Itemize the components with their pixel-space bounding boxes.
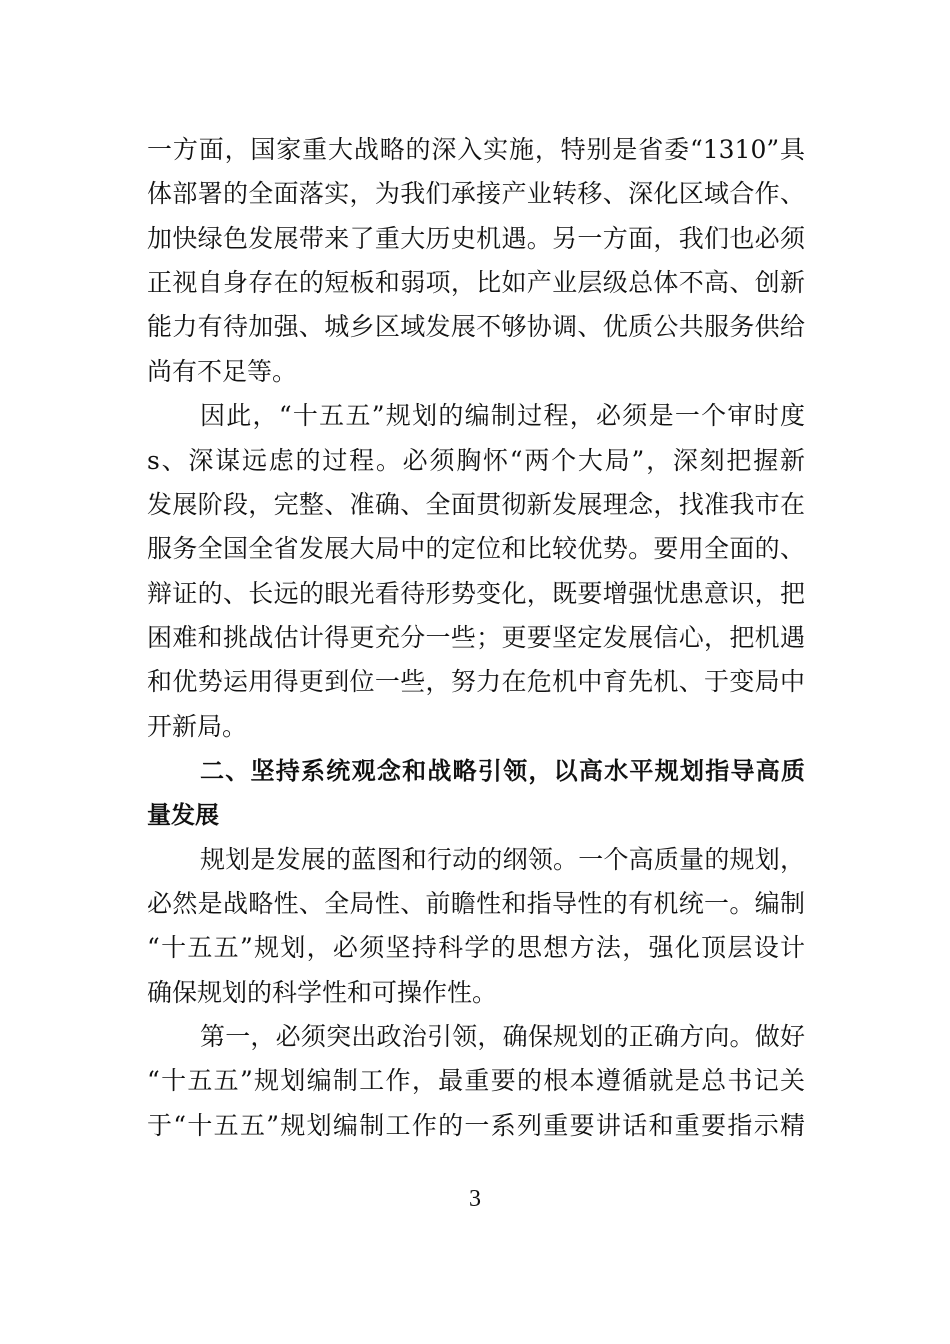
body-text-line: 和优势运用得更到位一些，努力在危机中育先机、于变局中	[147, 667, 805, 696]
body-text-line: 规划是发展的蓝图和行动的纲领。一个高质量的规划，	[200, 845, 805, 874]
body-text-line: “十五五”规划，必须坚持科学的思想方法，强化顶层设计	[147, 933, 805, 962]
section-heading-line: 量发展	[147, 801, 219, 829]
body-text-line: 因此，“十五五”规划的编制过程，必须是一个审时度	[200, 401, 805, 430]
body-text-line: 一方面，国家重大战略的深入实施，特别是省委“1310”具	[147, 135, 805, 164]
body-text-line: 确保规划的科学性和可操作性。	[147, 978, 498, 1007]
body-text-line: 开新局。	[147, 712, 248, 741]
page-number: 3	[469, 1186, 481, 1212]
body-text-line: s、深谋远虑的过程。必须胸怀“两个大局”，深刻把握新	[147, 446, 805, 475]
body-text-line: 辩证的、长远的眼光看待形势变化，既要增强忧患意识，把	[147, 579, 805, 608]
section-heading-line: 二、坚持系统观念和战略引领，以高水平规划指导高质	[200, 757, 805, 785]
body-text-line: 体部署的全面落实，为我们承接产业转移、深化区域合作、	[147, 179, 805, 208]
body-text-line: 加快绿色发展带来了重大历史机遇。另一方面，我们也必须	[147, 224, 805, 253]
body-text-line: 正视自身存在的短板和弱项，比如产业层级总体不高、创新	[147, 268, 805, 297]
body-text-line: “十五五”规划编制工作，最重要的根本遵循就是总书记关	[147, 1066, 805, 1095]
body-text-line: 服务全国全省发展大局中的定位和比较优势。要用全面的、	[147, 534, 805, 563]
body-text-line: 必然是战略性、全局性、前瞻性和指导性的有机统一。编制	[147, 889, 805, 918]
body-text-line: 发展阶段，完整、准确、全面贯彻新发展理念，找准我市在	[147, 490, 805, 519]
body-text-line: 困难和挑战估计得更充分一些；更要坚定发展信心，把机遇	[147, 623, 805, 652]
body-text-line: 于“十五五”规划编制工作的一系列重要讲话和重要指示精	[147, 1111, 805, 1140]
body-text-line: 尚有不足等。	[147, 357, 298, 386]
body-text-line: 能力有待加强、城乡区域发展不够协调、优质公共服务供给	[147, 312, 805, 341]
body-text-line: 第一，必须突出政治引领，确保规划的正确方向。做好	[200, 1022, 805, 1051]
